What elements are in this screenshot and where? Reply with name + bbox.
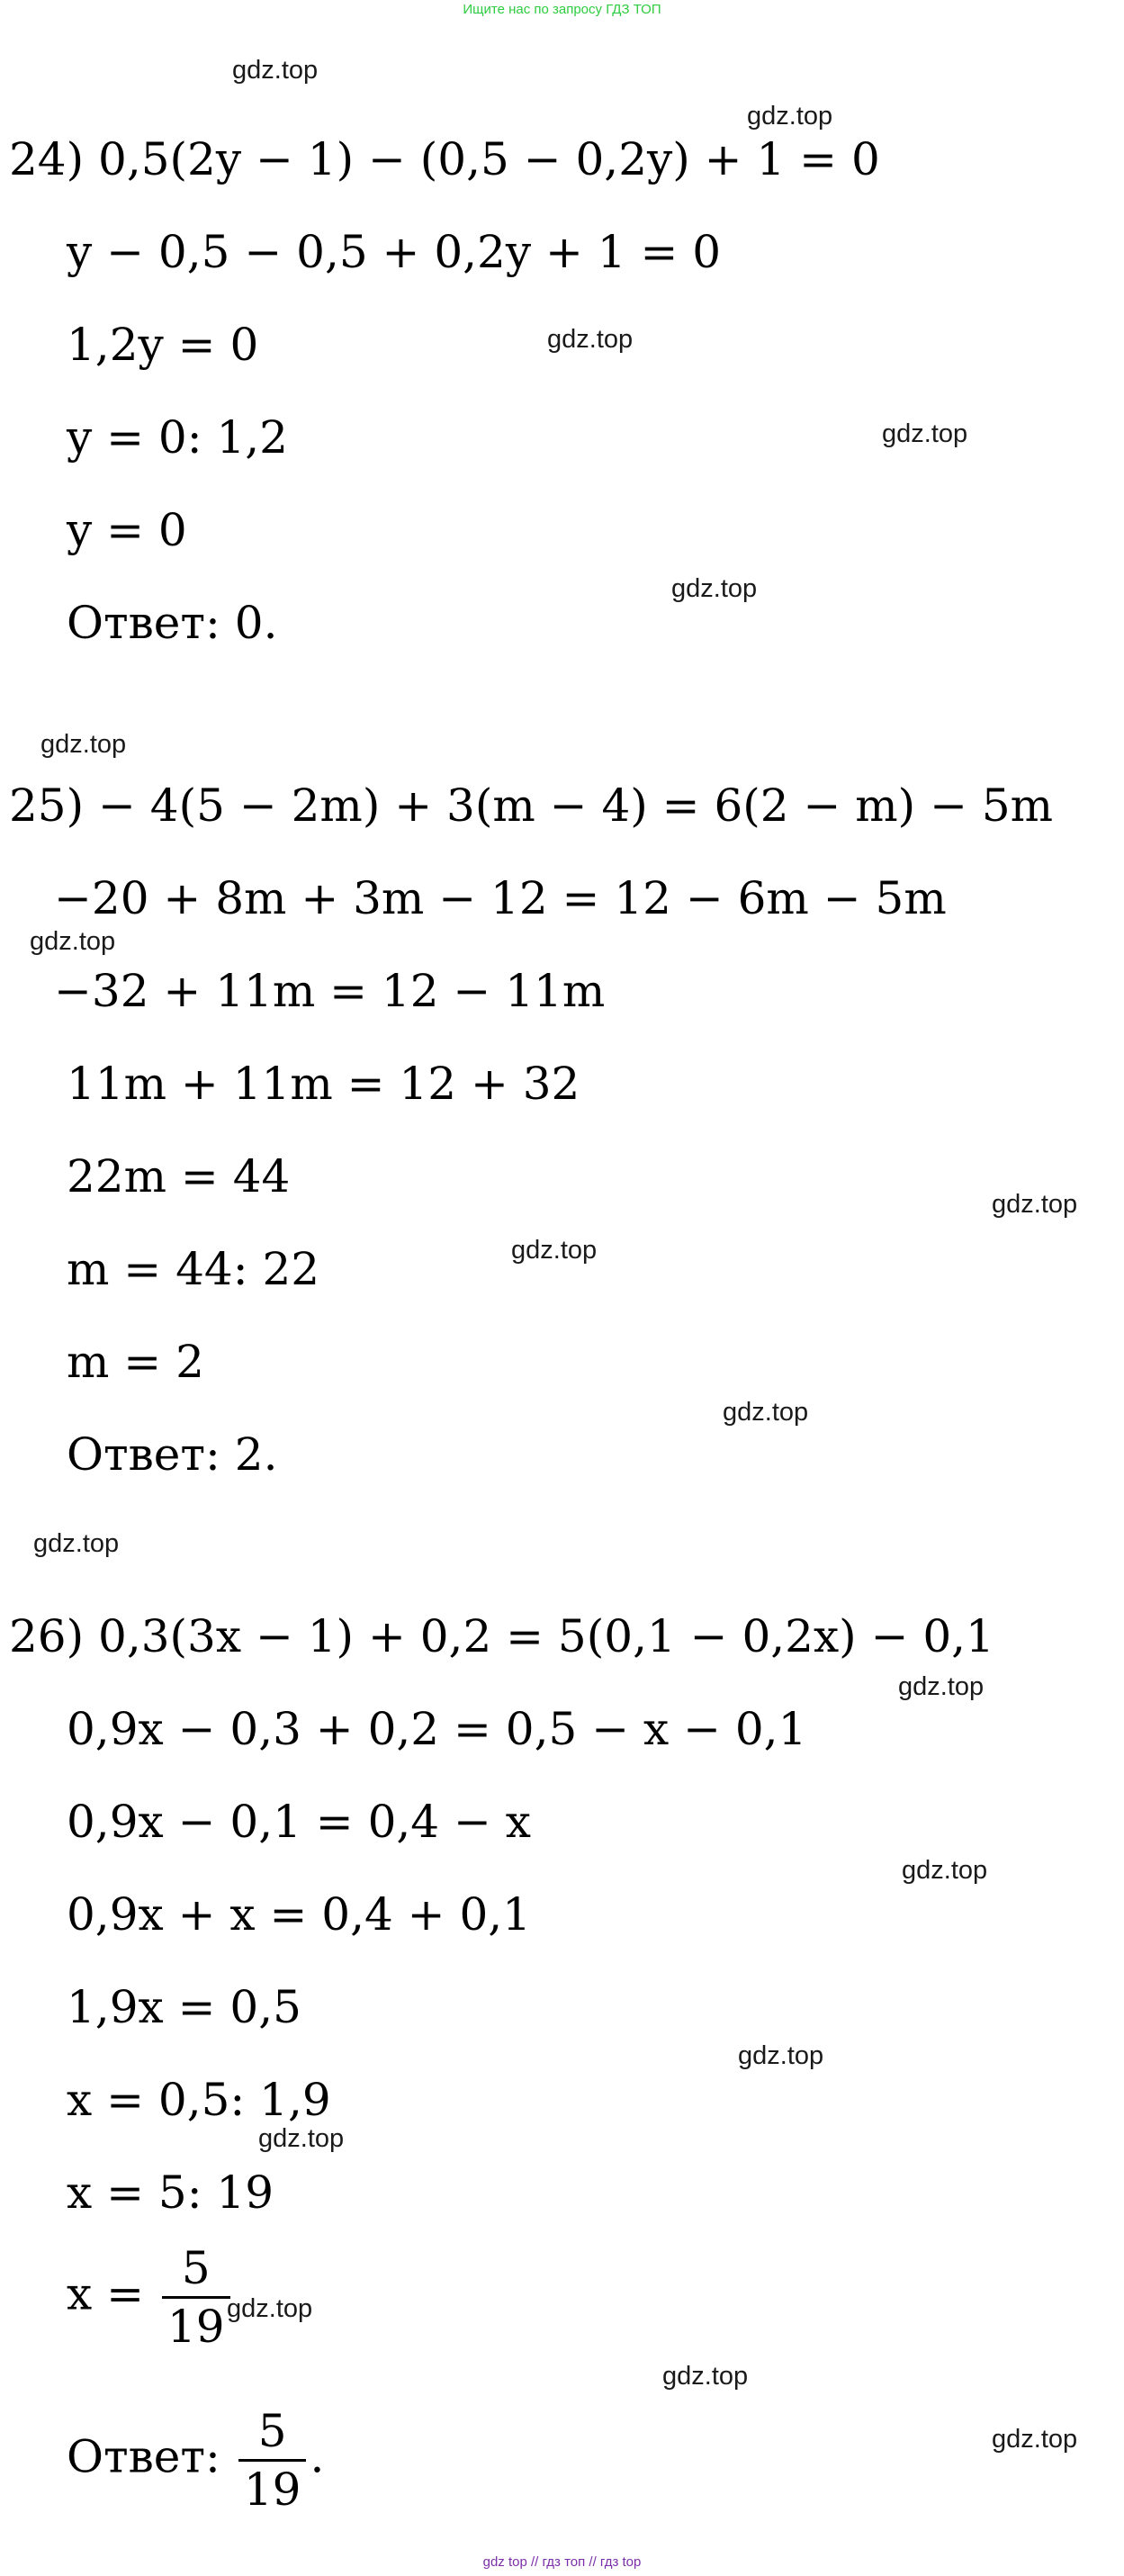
solution-step: 22m = 44: [67, 1150, 291, 1202]
solution-step: m = 44: 22: [67, 1243, 320, 1295]
watermark: gdz.top: [547, 325, 634, 354]
problem-24-statement: 24) 0,5(2y − 1) − (0,5 − 0,2y) + 1 = 0: [9, 133, 880, 185]
fraction-lhs: x =: [67, 2267, 144, 2320]
watermark: gdz.top: [738, 2041, 824, 2070]
solution-step: 0,9x − 0,1 = 0,4 − x: [67, 1796, 531, 1848]
answer-line: [67, 2405, 325, 2516]
solution-step: x = 5: 19: [67, 2166, 274, 2219]
fraction: [238, 2405, 307, 2516]
watermark: gdz.top: [662, 2362, 749, 2391]
answer-line: Ответ: 0.: [67, 597, 278, 649]
solution-step: 1,2y = 0: [67, 319, 259, 371]
watermark: gdz.top: [992, 1190, 1078, 1219]
solution-step: −32 + 11m = 12 − 11m: [54, 965, 606, 1017]
solution-step: y = 0: 1,2: [67, 411, 288, 464]
watermark: gdz.top: [671, 574, 758, 603]
watermark: gdz.top: [723, 1398, 809, 1427]
watermark: gdz.top: [40, 730, 127, 759]
watermark: gdz.top: [227, 2294, 313, 2323]
watermark: gdz.top: [902, 1856, 988, 1885]
solution-step: 1,9x = 0,5: [67, 1981, 301, 2033]
watermark: gdz.top: [992, 2425, 1078, 2454]
solution-step: x = 0,5: 1,9: [67, 2074, 331, 2126]
fraction-step: [67, 2242, 234, 2353]
watermark: gdz.top: [33, 1529, 120, 1558]
watermark: gdz.top: [30, 927, 116, 956]
watermark: gdz.top: [511, 1236, 598, 1265]
footer-links[interactable]: gdz top // гдз топ // гдз top: [482, 2554, 642, 2570]
fraction-denominator: 19: [166, 2301, 225, 2353]
fraction-denominator: 19: [243, 2463, 301, 2516]
problem-26-statement: 26) 0,3(3x − 1) + 0,2 = 5(0,1 − 0,2x) − 0,1: [9, 1610, 994, 1662]
solution-step: −20 + 8m + 3m − 12 = 12 − 6m − 5m: [54, 872, 947, 924]
solution-step: 11m + 11m = 12 + 32: [67, 1058, 580, 1110]
fraction: [162, 2242, 230, 2353]
solution-step: y = 0: [67, 504, 187, 556]
answer-label: Ответ:: [67, 2430, 220, 2483]
solution-step: m = 2: [67, 1336, 204, 1388]
fraction-numerator: 5: [162, 2246, 230, 2299]
problem-25-statement: 25) − 4(5 − 2m) + 3(m − 4) = 6(2 − m) − 5m: [9, 779, 1054, 832]
answer-line: Ответ: 2.: [67, 1428, 278, 1481]
solution-step: 0,9x − 0,3 + 0,2 = 0,5 − x − 0,1: [67, 1703, 807, 1755]
fraction-numerator: 5: [238, 2409, 307, 2462]
banner-link[interactable]: Ищите нас по запросу ГДЗ ТОП: [463, 2, 661, 17]
solution-step: y − 0,5 − 0,5 + 0,2y + 1 = 0: [67, 226, 722, 278]
watermark: gdz.top: [898, 1672, 985, 1701]
watermark: gdz.top: [882, 419, 968, 448]
watermark: gdz.top: [747, 102, 833, 131]
watermark: gdz.top: [232, 56, 319, 85]
solution-step: 0,9x + x = 0,4 + 0,1: [67, 1888, 531, 1941]
watermark: gdz.top: [258, 2124, 345, 2153]
answer-period: .: [310, 2430, 325, 2483]
